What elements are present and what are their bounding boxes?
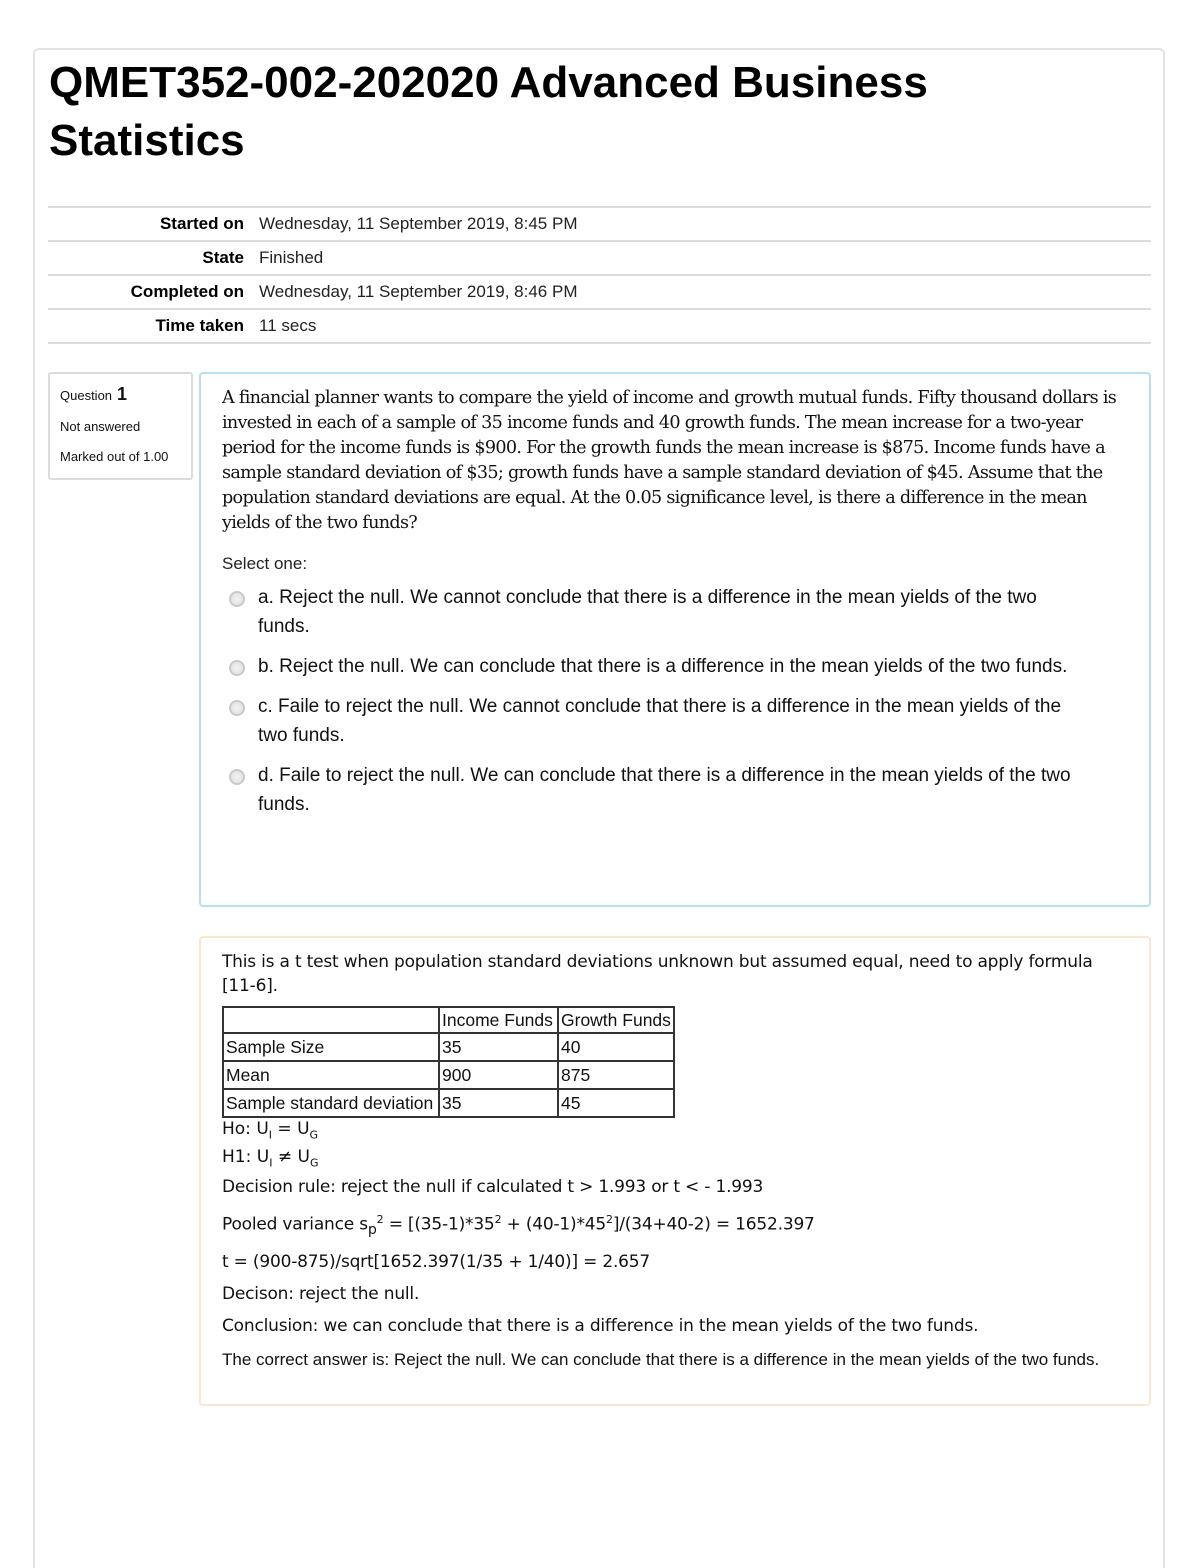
hyp-subscript: G (309, 1128, 319, 1142)
question-number (60, 384, 181, 405)
question-formulation (199, 372, 1151, 907)
table-header-row (223, 1007, 674, 1033)
attempt-summary (48, 206, 1151, 344)
table-header: Growth Funds (558, 1007, 674, 1033)
decision-rule: Decision rule: reject the null if calculated t > 1.993 or t < - 1.993 (222, 1176, 764, 1197)
decision: Decison: reject the null. (222, 1283, 420, 1304)
table-cell: Mean (223, 1061, 439, 1089)
summary-value: Finished (259, 248, 324, 267)
hyp-subscript: G (309, 1156, 319, 1170)
answer-options (222, 583, 1129, 819)
answer-option-d[interactable] (222, 761, 1129, 819)
answer-option-b[interactable] (222, 652, 1129, 681)
pv-text: ]/(34+40-2) = 1652.397 (612, 1214, 815, 1235)
hyp-subscript: I (268, 1128, 273, 1142)
hyp-text: H1: U (222, 1147, 270, 1168)
summary-label: State (202, 248, 244, 267)
correct-answer: The correct answer is: Reject the null. We can conclude that there is a difference in the mean yields of the two funds. (222, 1349, 1100, 1369)
hyp-subscript: I (269, 1156, 273, 1170)
table-row (223, 1089, 674, 1117)
pooled-variance (222, 1208, 1129, 1242)
pv-superscript: 2 (494, 1212, 502, 1226)
question-grade: Marked out of 1.00 (60, 449, 169, 464)
answer-option-a[interactable] (222, 583, 1129, 641)
pv-text: = [(35-1)*35 (383, 1214, 495, 1235)
table-row (223, 1033, 674, 1061)
hyp-text: = U (272, 1119, 310, 1139)
feedback-intro: This is a t test when population standard deviations unknown but assumed equal, need to apply formula [11-6]. (222, 952, 1093, 996)
select-prompt: Select one: (222, 554, 308, 573)
table-cell: 45 (558, 1089, 674, 1117)
answer-label[interactable]: c. Faile to reject the null. We cannot conclude that there is a difference in the mean yields of the two funds. (258, 696, 1062, 746)
summary-value: 11 secs (259, 316, 317, 335)
radio-button[interactable] (229, 660, 245, 676)
conclusion: Conclusion: we can conclude that there is a difference in the mean yields of the two funds. (222, 1315, 979, 1336)
radio-button[interactable] (229, 700, 245, 716)
page-title: QMET352-002-202020 Advanced Business Statistics (49, 58, 928, 165)
alt-hypothesis (222, 1146, 1129, 1174)
summary-row (48, 241, 1151, 275)
table-cell: 900 (439, 1061, 558, 1089)
question-info (48, 372, 193, 480)
question-state: Not answered (60, 419, 141, 434)
table-header: Income Funds (439, 1007, 558, 1033)
table-cell: Sample standard deviation (223, 1089, 439, 1117)
radio-button[interactable] (229, 769, 245, 785)
pv-superscript: 2 (376, 1212, 384, 1226)
answer-label[interactable]: d. Faile to reject the null. We can conclude that there is a difference in the mean yields of the two funds. (258, 765, 1071, 815)
table-cell: Sample Size (223, 1033, 439, 1061)
feedback-data-table (222, 1006, 675, 1118)
null-hypothesis (222, 1118, 1129, 1146)
pv-superscript: 2 (606, 1212, 613, 1226)
summary-label: Completed on (130, 282, 244, 301)
table-cell: 40 (558, 1033, 674, 1061)
question-label: Question (60, 388, 113, 403)
table-cell: 875 (558, 1061, 674, 1089)
summary-value: Wednesday, 11 September 2019, 8:46 PM (259, 282, 578, 301)
question-number-value: 1 (117, 384, 128, 404)
answer-label[interactable]: a. Reject the null. We cannot conclude that there is a difference in the mean yields of the two funds. (258, 587, 1037, 637)
pv-subscript: p (367, 1221, 377, 1238)
general-feedback (199, 936, 1151, 1406)
pv-text: + (40-1)*45 (501, 1214, 607, 1235)
answer-label[interactable]: b. Reject the null. We can conclude that there is a difference in the mean yields of the two funds. (258, 656, 1068, 677)
summary-label: Time taken (155, 316, 244, 335)
radio-button[interactable] (229, 591, 245, 607)
table-cell: 35 (439, 1089, 558, 1117)
summary-row (48, 309, 1151, 343)
table-cell: 35 (439, 1033, 558, 1061)
summary-value: Wednesday, 11 September 2019, 8:45 PM (259, 214, 578, 233)
hyp-text: ≠ U (272, 1147, 310, 1168)
summary-row (48, 275, 1151, 309)
t-calculation: t = (900-875)/sqrt[1652.397(1/35 + 1/40)] = 2.657 (222, 1251, 651, 1272)
summary-label: Started on (159, 214, 244, 233)
table-header (223, 1007, 439, 1033)
table-row (223, 1061, 674, 1089)
summary-row (48, 207, 1151, 241)
question-text: A financial planner wants to compare the yield of income and growth mutual funds. Fifty thousand dollars is invested in each of a sample of 35 income funds and 40 growth funds. The mean increase for a two-year period for the income funds is $900. For the growth funds the mean increase is $875. Income funds have a sample standard deviation of $35; growth funds have a sample standard deviation of $45. Assume that the population standard deviations are equal. At the 0.05 significance level, is there a difference in the mean yields of the two funds? (222, 388, 1117, 533)
answer-option-c[interactable] (222, 692, 1129, 750)
pv-text: Pooled variance s (222, 1214, 368, 1235)
hyp-text: Ho: U (222, 1119, 269, 1139)
